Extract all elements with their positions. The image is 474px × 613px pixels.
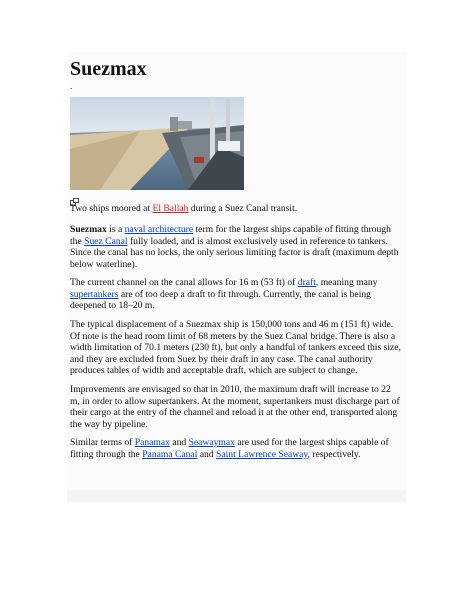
- paragraph-intro: Suezmax is a naval architecture term for the largest ships capable of fitting through the Suez Canal fully loaded, and is almost exclusively used in reference to tankers. Since the canal has no locks, the only serious limiting factor is draft (maximum depth below waterline).: [70, 224, 399, 270]
- paragraph-displacement: The typical displacement of a Suezmax ship is 150,000 tons and 46 m (151 ft) wide. Of note is the head room limit of 68 meters by the Suez Canal bridge. There is also a width limitation of 70.1 meters (230 ft), but only a handful of tankers exceed this size, and they are excluded from Suez by their draft in any case. The canal authority produces tables of width and acceptable draft, which are subject to change.: [70, 319, 401, 377]
- link-suez-canal[interactable]: Suez Canal: [84, 235, 128, 247]
- paragraph-similar-terms: Similar terms of Panamax and Seawaymax are used for the largest ships capable of fitting through the Panama Canal and Saint Lawrence Seaway, respectively.: [70, 437, 389, 460]
- ship-photo-image: [70, 97, 244, 190]
- link-draft[interactable]: draft: [297, 277, 316, 288]
- paragraph-draft: The current channel on the canal allows for 16 m (53 ft) of draft, meaning many supertankers are of too deep a draft to fit through. Currently, the canal is being deepened to 18–20 m.: [70, 277, 378, 312]
- link-panamax[interactable]: Panamax: [134, 437, 170, 448]
- link-seawaymax[interactable]: Seawaymax: [188, 437, 235, 448]
- link-panama-canal[interactable]: Panama Canal: [142, 448, 198, 460]
- stray-dot: .: [70, 81, 73, 91]
- image-caption: Two ships moored at El Ballah during a Suez Canal transit.: [70, 203, 298, 214]
- enlarge-icon[interactable]: [70, 193, 79, 201]
- term-suezmax: Suezmax: [70, 224, 107, 235]
- link-el-ballah[interactable]: El Ballah: [152, 203, 189, 214]
- page-footer-band: [67, 490, 406, 502]
- link-naval-architecture[interactable]: naval architecture: [124, 224, 194, 235]
- link-supertankers[interactable]: supertankers: [70, 288, 119, 300]
- page-title: Suezmax: [70, 58, 147, 80]
- paragraph-improvements: Improvements are envisaged so that in 2010, the maximum draft will increase to 22 m, in order to allow supertankers. At the moment, supertankers must discharge part of their cargo at the entry of the channel and reload it at the other end, transported along the way by pipeline.: [70, 384, 400, 430]
- ship-photo[interactable]: [70, 97, 244, 190]
- link-saint-lawrence-seaway[interactable]: Saint Lawrence Seaway: [216, 448, 308, 460]
